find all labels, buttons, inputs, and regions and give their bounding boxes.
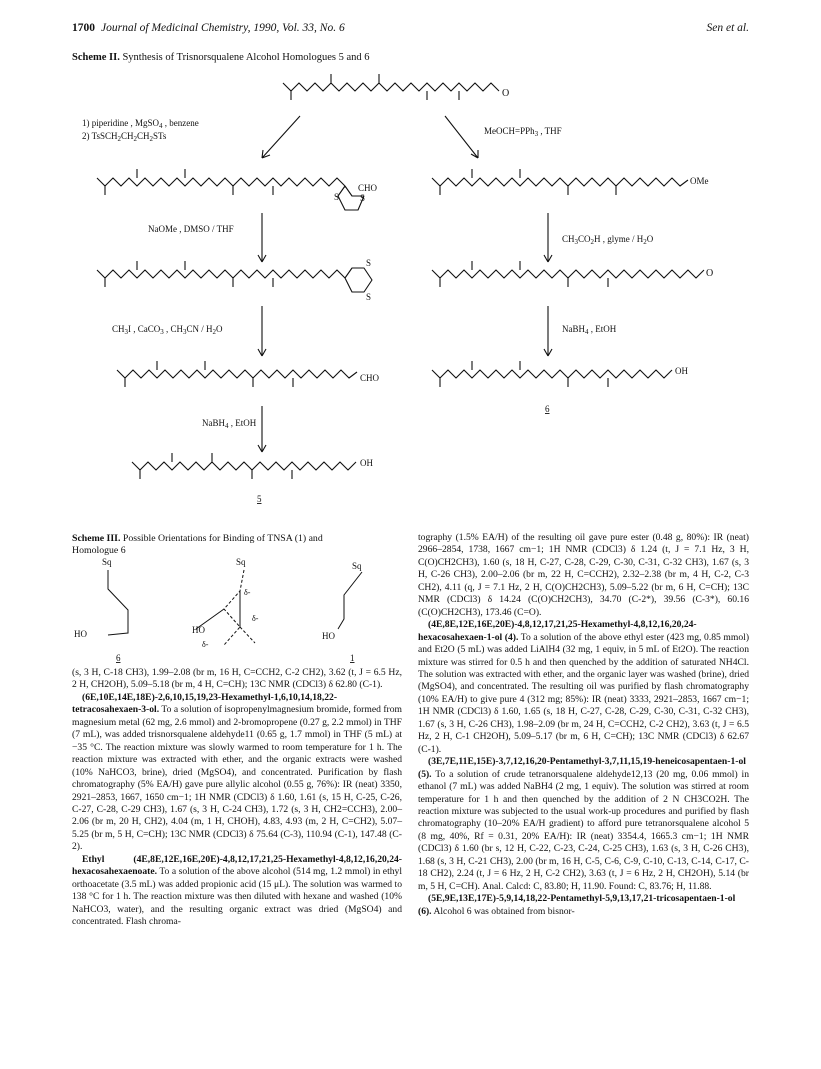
scheme-2-label: Scheme II.	[72, 52, 120, 63]
reagent-tsscho: 2) $TsSCH_2CH_2CH_2STs$	[82, 131, 167, 143]
reagent-wittig: MeOCH=PPh$_3$ , THF	[484, 126, 562, 138]
left-para-2: (6E,10E,14E,18E)-2,6,10,15,19,23-Hexamethyl-1,6,10,14,18,22-tetracosahexaen-3-ol. To a solution of isopropenylmagnesium bromide, formed from magnesium metal (62 mg, 2.6 mmol) and 2-bromopropene (0.27 g, 2.2 mmol) in THF (7 mL), was added trisnorsqualene aldehyde11 (0.65 g, 1.7 mmol) in THF (5 mL) at −35 °C. The reaction mixture was slowly warmed to room temperature for 1 h. The reaction mixture was extracted with ether, and the organic extracts were washed (10% NaHCO3, brine), dried (MgSO4), and concentrated. Purification by flash chromatography (5% EA/H) gave pure allylic alcohol (0.55 g, 76%): IR (neat) 3350, 2921–2853, 1667, 1650 cm−1; 1H NMR (CDCl3) δ 1.60, 1.61 (s, 15 H, C-25, C-26, C-27, C-28, C-29 CH3), 1.67 (s, 3 H, C-24 CH3), 1.72 (s, 3 H, CH2=CCH3), 2.00–2.06 (br m, 20 H, CH2), 4.04 (m, 1 H, CHOH), 4.83, 4.93 (m, 2 H, C=CH2), 5.07–5.25 (br m, 5 H, C=CH); 13C NMR (CDCl3) δ 75.64 (C-3), 110.94 (C-1), 147.48 (C-2).	[72, 691, 402, 853]
scheme-3-label: Scheme III.	[72, 533, 121, 544]
sq-label-2: Sq	[236, 557, 246, 567]
ho-label-1: HO	[74, 629, 87, 639]
delta-minus-3: δ-	[202, 640, 209, 649]
label-OH-5: OH	[360, 458, 373, 468]
chain-top	[283, 74, 499, 100]
compound-5-number: 5	[257, 494, 262, 504]
arrow-left-2	[258, 213, 266, 262]
label-aldehyde-O: O	[502, 88, 510, 99]
scheme-2-title: Synthesis of Trisnorsqualene Alcohol Homologues 5 and 6	[122, 52, 370, 63]
chain-aldehyde-left	[117, 361, 357, 387]
reagent-acetic-glyme: $CH_3CO_2H$ , glyme / $H_2O$	[562, 234, 654, 246]
binding-1-chain	[338, 572, 362, 629]
left-column-text	[72, 667, 402, 929]
reagent-nabh4-right: NaBH$_4$ , EtOH	[562, 324, 617, 336]
ho-label-2: HO	[192, 625, 205, 635]
chain-compound-6	[432, 361, 672, 387]
label-OMe: OMe	[690, 176, 709, 186]
ho-label-3: HO	[322, 631, 335, 641]
page-number: 1700	[72, 22, 95, 34]
label-CHO-2: CHO	[360, 373, 380, 383]
reagent-naome: NaOMe , DMSO / THF	[148, 224, 234, 234]
scheme-3-title-b: Homologue 6	[72, 545, 126, 557]
right-para-4: (5E,9E,13E,17E)-5,9,14,18,22-Pentamethyl-5,9,13,17,21-tricosapentaen-1-ol (6). Alcohol 6 was obtained from bisnor-	[418, 893, 736, 917]
label-aldehyde-O-2: O	[706, 268, 714, 279]
arrow-right-1	[445, 116, 478, 158]
sq-label-1: Sq	[102, 557, 112, 567]
right-para-3: (3E,7E,11E,15E)-3,7,12,16,20-Pentamethyl-3,7,11,15,19-heneicosapentaen-1-ol (5). To a solution of crude tetranorsqualene aldehyde12,13 (20 mg, 0.06 mmol) in ethanol (7 mL) was added NaBH4 (2 mg, 1 equiv). The solution was stirred at room temperature for 1 h and then quenched by the addition of 2 N CH3CO2H. The reaction mixture was subjected to the usual work-up procedures and purified by flash chromatography (10–20% EA/H gradient) to afford pure tetranorsqualene alcohol 5 (8 mg, 40%, Rf = 0.31, 20% EA/H): IR (neat) 3354.4, 1665.3 cm−1; 1H NMR (CDCl3) δ 1.60 (br s, 12 H, C-22, C-23, C-24, C-25 CH3), 1.63 (s, 3 H, C-26 CH3), 1.68 (s, 3 H, C-21 CH3), 2.00 (br m, 16 H, C-5, C-6, C-9, C-10, C-13, C-14, C-17, C-18 CH2), 2.24 (t, J = 6 Hz, 2 H, C-2 CH2), 3.63 (t, J = 6 Hz, 2 H, CH2OH), 5.14 (br m, 5 H, C=CH). Anal. Calcd: C, 83.80; H, 11.90. Found: C, 83.76; H, 11.88.	[418, 756, 749, 892]
arrow-left-3	[258, 306, 266, 356]
scheme3-compound-1: 1	[350, 653, 355, 663]
chain-dithiane	[97, 261, 372, 292]
delta-minus-2: δ-	[252, 614, 259, 623]
label-S-3: S	[366, 258, 372, 268]
label-S-2: S	[360, 193, 366, 203]
label-CHO-1: CHO	[358, 183, 378, 193]
scheme-2-diagram	[0, 0, 821, 520]
right-para-1: tography (1.5% EA/H) of the resulting oil gave pure ester (0.48 g, 80%): IR (neat) 2966–2854, 1738, 1667 cm−1; 1H NMR (CDCl3) δ 1.24 (t, J = 7.1 Hz, 3 H, C(O)CH2CH3), 1.60 (s, 18 H, C-27, C-28, C-29, C-30, C-31, C-32 CH3), 1.67 (s, 3 H, C-26 CH3), 2.00–2.06 (br m, 22 H, C=CCH2), 2.32–2.38 (br m, 4 H, C-2, C-3 CH2), 4.11 (q, J = 7.1 Hz, 2 H, C(O)CH2CH3), 5.09–5.22 (br m, 6 H, C=CH); 13C NMR (CDCl3) δ 14.24 (C(O)CH2CH3), 34.70 (C-2*), 39.56 (C-3*), 60.16 (C(O)CH2CH3), 173.46 (C=O).	[418, 532, 749, 618]
scheme-3-diagram	[72, 555, 402, 665]
label-OH-6: OH	[675, 366, 688, 376]
delta-minus-1: δ-	[244, 588, 251, 597]
reagent-nabh4-left: NaBH$_4$ , EtOH	[202, 418, 257, 430]
arrow-left-1	[262, 116, 300, 158]
arrow-left-4	[258, 406, 266, 452]
chain-methoxy	[432, 169, 688, 195]
sq-label-3: Sq	[352, 561, 362, 571]
arrow-right-2	[544, 213, 552, 262]
compound-6-number: 6	[545, 404, 550, 414]
scheme3-compound-6: 6	[116, 653, 121, 663]
journal-citation: Journal of Medicinal Chemistry, 1990, Vol. 33, No. 6	[101, 22, 345, 34]
reagent-piperidine: 1) piperidine , MgSO$_4$ , benzene	[82, 118, 199, 130]
label-S-4: S	[366, 292, 372, 302]
binding-ts-bonds	[196, 591, 240, 629]
label-S-1: S	[334, 192, 340, 202]
left-para-3: Ethyl (4E,8E,12E,16E,20E)-4,8,12,17,21,25-Hexamethyl-4,8,12,16,20,24-hexacosahexaenoate. To a solution of the above alcohol (514 mg, 1.2 mmol) in ethyl orthoacetate (3.5 mL) was added propionic acid (15 μL). The solution was warmed to 138 °C for 1 h. The reaction mixture was then diluted with hexane and washed (10% NaHCO3, water), and the resulting organic extract was dried (MgSO4) and concentrated. Flash chroma-	[72, 853, 402, 928]
scheme-3-title-a: Possible Orientations for Binding of TNSA (1) and	[122, 533, 323, 544]
chain-dithiane-aldehyde	[97, 169, 364, 210]
reagent-mei: $CH_3I$ , CaCO$_3$ , $CH_3CN / H_2O$	[112, 324, 223, 336]
author-line: Sen et al.	[706, 22, 749, 34]
left-para-1: (s, 3 H, C-18 CH3), 1.99–2.08 (br m, 16 H, C=CCH2, C-2 CH2), 3.62 (t, J = 6.5 Hz, 2 H, CH2OH), 5.09–5.18 (br m, 4 H, C=CH); 13C NMR (CDCl3) δ 62.80 (C-1).	[72, 667, 403, 691]
binding-6-chain	[108, 570, 128, 635]
chain-aldehyde-right	[432, 261, 704, 287]
right-para-2: (4E,8E,12E,16E,20E)-4,8,12,17,21,25-Hexamethyl-4,8,12,16,20,24-hexacosahexaen-1-ol (4). To a solution of the above ethyl ester (423 mg, 0.85 mmol) and Et2O (5 mL) was added LiAlH4 (32 mg, 1 equiv, in 5 mL of Et2O). The reaction mixture was stirred for 0.5 h and then quenched by the addition of saturated NH4Cl. The solution was extracted with ether, and the organic layer was washed (brine), dried (MgSO4), and concentrated. The resulting oil was purified by flash chromatography (10% EA/H) to give pure 4 (312 mg; 85%): IR (neat) 3333, 2921–2853, 1667 cm−1; 1H NMR (CDCl3) δ 1.60, 1.65 (s, 18 H, C-27, C-28, C-29, C-30, C-31, C-32 CH3), 1.67 (s, 3 H, C-26 CH3), 1.98–2.09 (br m, 24 H, C=CCH2, C-2 CH2), 3.63 (t, J = 6.5 Hz, 2 H, C-1 CH2OH), 5.09–5.17 (br m, 6 H, C=CH); 13C NMR (CDCl3) δ 62.67 (C-1).	[418, 619, 750, 755]
chain-compound-5	[132, 453, 356, 479]
arrow-right-3	[544, 306, 552, 356]
right-column-text	[418, 532, 749, 918]
